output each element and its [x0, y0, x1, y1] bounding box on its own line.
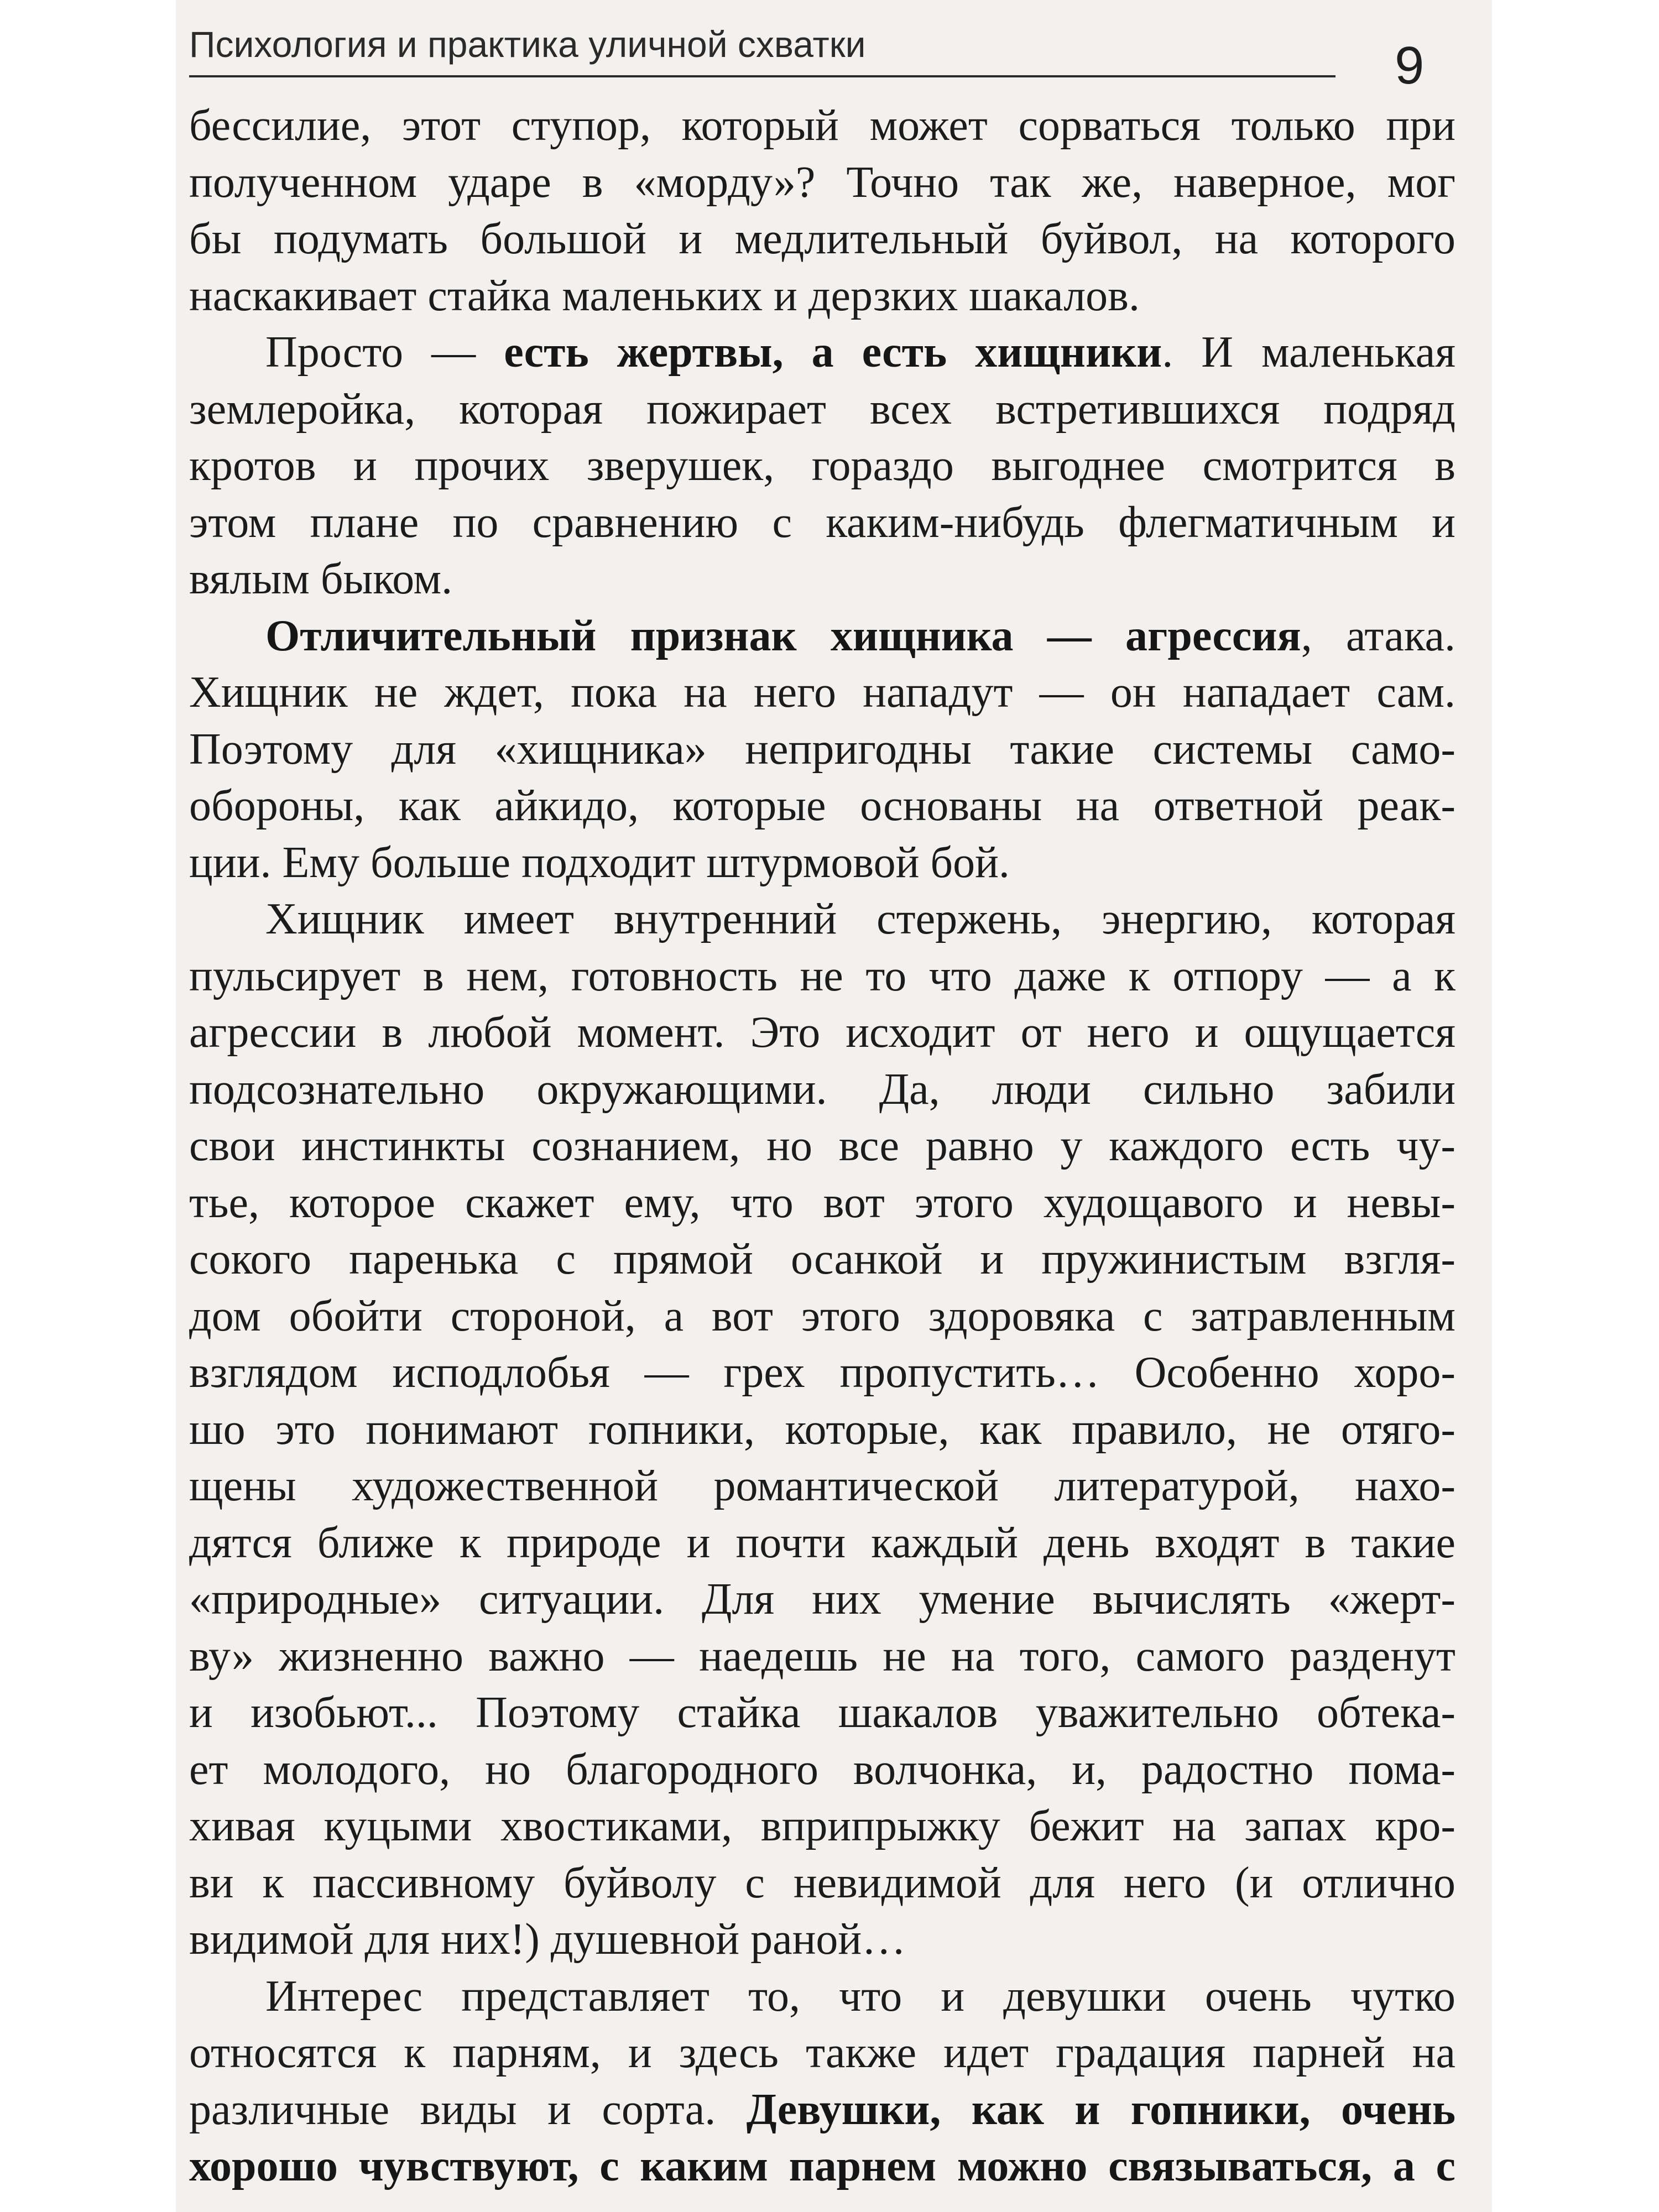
- text-run: относятся к парням, и здесь также идет градация парней на: [189, 2028, 1455, 2077]
- text-run: сокого паренька с прямой осанкой и пружинистым взгля-: [189, 1235, 1455, 1284]
- text-run: пульсирует в нем, готовность не то что даже к отпору — а к: [189, 951, 1455, 1000]
- text-run: кротов и прочих зверушек, гораздо выгоднее смотрится в: [189, 441, 1455, 490]
- text-run: свои инстинкты сознанием, но все равно у каждого есть чу-: [189, 1121, 1455, 1170]
- text-line: [189, 1741, 1455, 1798]
- text-run: бессилие, этот ступор, который может сорваться только при: [189, 101, 1455, 150]
- text-line: [189, 664, 1455, 721]
- text-run: , атака.: [1301, 611, 1455, 660]
- text-line: [189, 608, 1455, 665]
- text-run: дом обойти стороной, а вот этого здоровяка с затравленным: [189, 1291, 1455, 1340]
- text-run: обороны, как айкидо, которые основаны на ответной реак-: [189, 781, 1455, 830]
- text-line: [189, 1288, 1455, 1345]
- text-line: [189, 1061, 1455, 1118]
- text-run: дятся ближе к природе и почти каждый день входят в такие: [189, 1518, 1455, 1567]
- paragraph: [189, 1968, 1455, 2195]
- body-text: [189, 97, 1455, 2195]
- bold-text: Отличительный признак хищника — агрессия: [265, 611, 1301, 660]
- text-line: [189, 324, 1455, 381]
- text-run: Просто —: [265, 328, 504, 377]
- text-run: Интерес представляет то, что и девушки очень чутко: [265, 1971, 1455, 2021]
- text-run: Поэтому для «хищника» непригодны такие системы само-: [189, 724, 1455, 774]
- text-line: [189, 1118, 1455, 1175]
- header-rule: [189, 75, 1335, 77]
- text-run: ву» жизненно важно — наедешь не на того, самого разденут: [189, 1631, 1455, 1681]
- text-run: «природные» ситуации. Для них умение вычислять «жерт-: [189, 1575, 1455, 1624]
- text-run: различные виды и сорта.: [189, 2085, 747, 2134]
- text-line: [189, 551, 1455, 608]
- text-run: ет молодого, но благородного волчонка, и, радостно пома-: [189, 1745, 1455, 1794]
- text-line: [189, 2025, 1455, 2081]
- text-line: [189, 778, 1455, 834]
- text-run: бы подумать большой и медлительный буйвол, на которого: [189, 215, 1455, 263]
- text-line: [189, 1911, 1455, 1968]
- paragraph: [189, 608, 1455, 891]
- text-line: [189, 211, 1455, 268]
- text-run: тье, которое скажет ему, что вот этого худощавого и невы-: [189, 1178, 1455, 1227]
- text-line: [189, 1231, 1455, 1288]
- text-run: Хищник имеет внутренний стержень, энергию, которая: [265, 895, 1455, 943]
- text-line: [189, 1798, 1455, 1855]
- text-line: [189, 1344, 1455, 1401]
- text-run: взглядом исподлобья — грех пропустить… Особенно хоро-: [189, 1348, 1455, 1397]
- text-line: [189, 268, 1455, 325]
- running-title: Психология и практика уличной схватки: [189, 24, 866, 65]
- text-run: и изобьют... Поэтому стайка шакалов уважительно обтека-: [189, 1688, 1455, 1737]
- paragraph: [189, 324, 1455, 608]
- text-line: [189, 1684, 1455, 1741]
- text-run: ви к пассивному буйволу с невидимой для него (и отлично: [189, 1858, 1455, 1907]
- page-number: 9: [1395, 36, 1425, 95]
- text-line: [189, 1401, 1455, 1458]
- text-line: [189, 437, 1455, 494]
- text-line: [189, 1004, 1455, 1061]
- bold-text: есть жертвы, а есть хищники: [504, 328, 1162, 377]
- text-run: видимой для них!) душевной раной…: [189, 1915, 906, 1964]
- text-run: этом плане по сравнению с каким-нибудь флегматичным и: [189, 498, 1455, 547]
- text-line: [189, 2081, 1455, 2138]
- text-line: [189, 1968, 1455, 2025]
- text-line: [189, 154, 1455, 211]
- text-run: землеройка, которая пожирает всех встретившихся подряд: [189, 384, 1455, 434]
- text-run: Хищник не ждет, пока на него нападут — он нападает сам.: [189, 668, 1455, 717]
- text-run: щены художественной романтической литературой, нахо-: [189, 1462, 1455, 1510]
- text-line: [189, 1515, 1455, 1572]
- text-line: [189, 721, 1455, 778]
- paragraph: [189, 891, 1455, 1968]
- text-line: [189, 948, 1455, 1005]
- paragraph: [189, 97, 1455, 324]
- text-run: шо это понимают гопники, которые, как правило, не отяго-: [189, 1405, 1455, 1454]
- text-line: [189, 891, 1455, 948]
- text-run: хивая куцыми хвостиками, вприпрыжку бежит на запах кро-: [189, 1802, 1455, 1850]
- text-line: [189, 494, 1455, 551]
- text-run: агрессии в любой момент. Это исходит от него и ощущается: [189, 1008, 1455, 1057]
- text-line: [189, 1628, 1455, 1685]
- text-line: [189, 381, 1455, 438]
- text-run: вялым быком.: [189, 555, 453, 603]
- text-run: . И маленькая: [1162, 328, 1455, 377]
- text-line: [189, 2138, 1455, 2195]
- text-line: [189, 1175, 1455, 1232]
- text-run: ции. Ему больше подходит штурмовой бой.: [189, 838, 1010, 887]
- text-line: [189, 834, 1455, 891]
- bold-text: Девушки, как и гопники, очень: [746, 2085, 1455, 2134]
- text-line: [189, 1571, 1455, 1628]
- text-run: наскакивает стайка маленьких и дерзких шакалов.: [189, 271, 1140, 320]
- text-run: полученном ударе в «морду»? Точно так же, наверное, мог: [189, 158, 1455, 207]
- text-line: [189, 1855, 1455, 1912]
- bold-text: хорошо чувствуют, с каким парнем можно связываться, а с: [189, 2142, 1455, 2190]
- text-run: подсознательно окружающими. Да, люди сильно забили: [189, 1065, 1455, 1114]
- text-line: [189, 97, 1455, 154]
- text-line: [189, 1458, 1455, 1515]
